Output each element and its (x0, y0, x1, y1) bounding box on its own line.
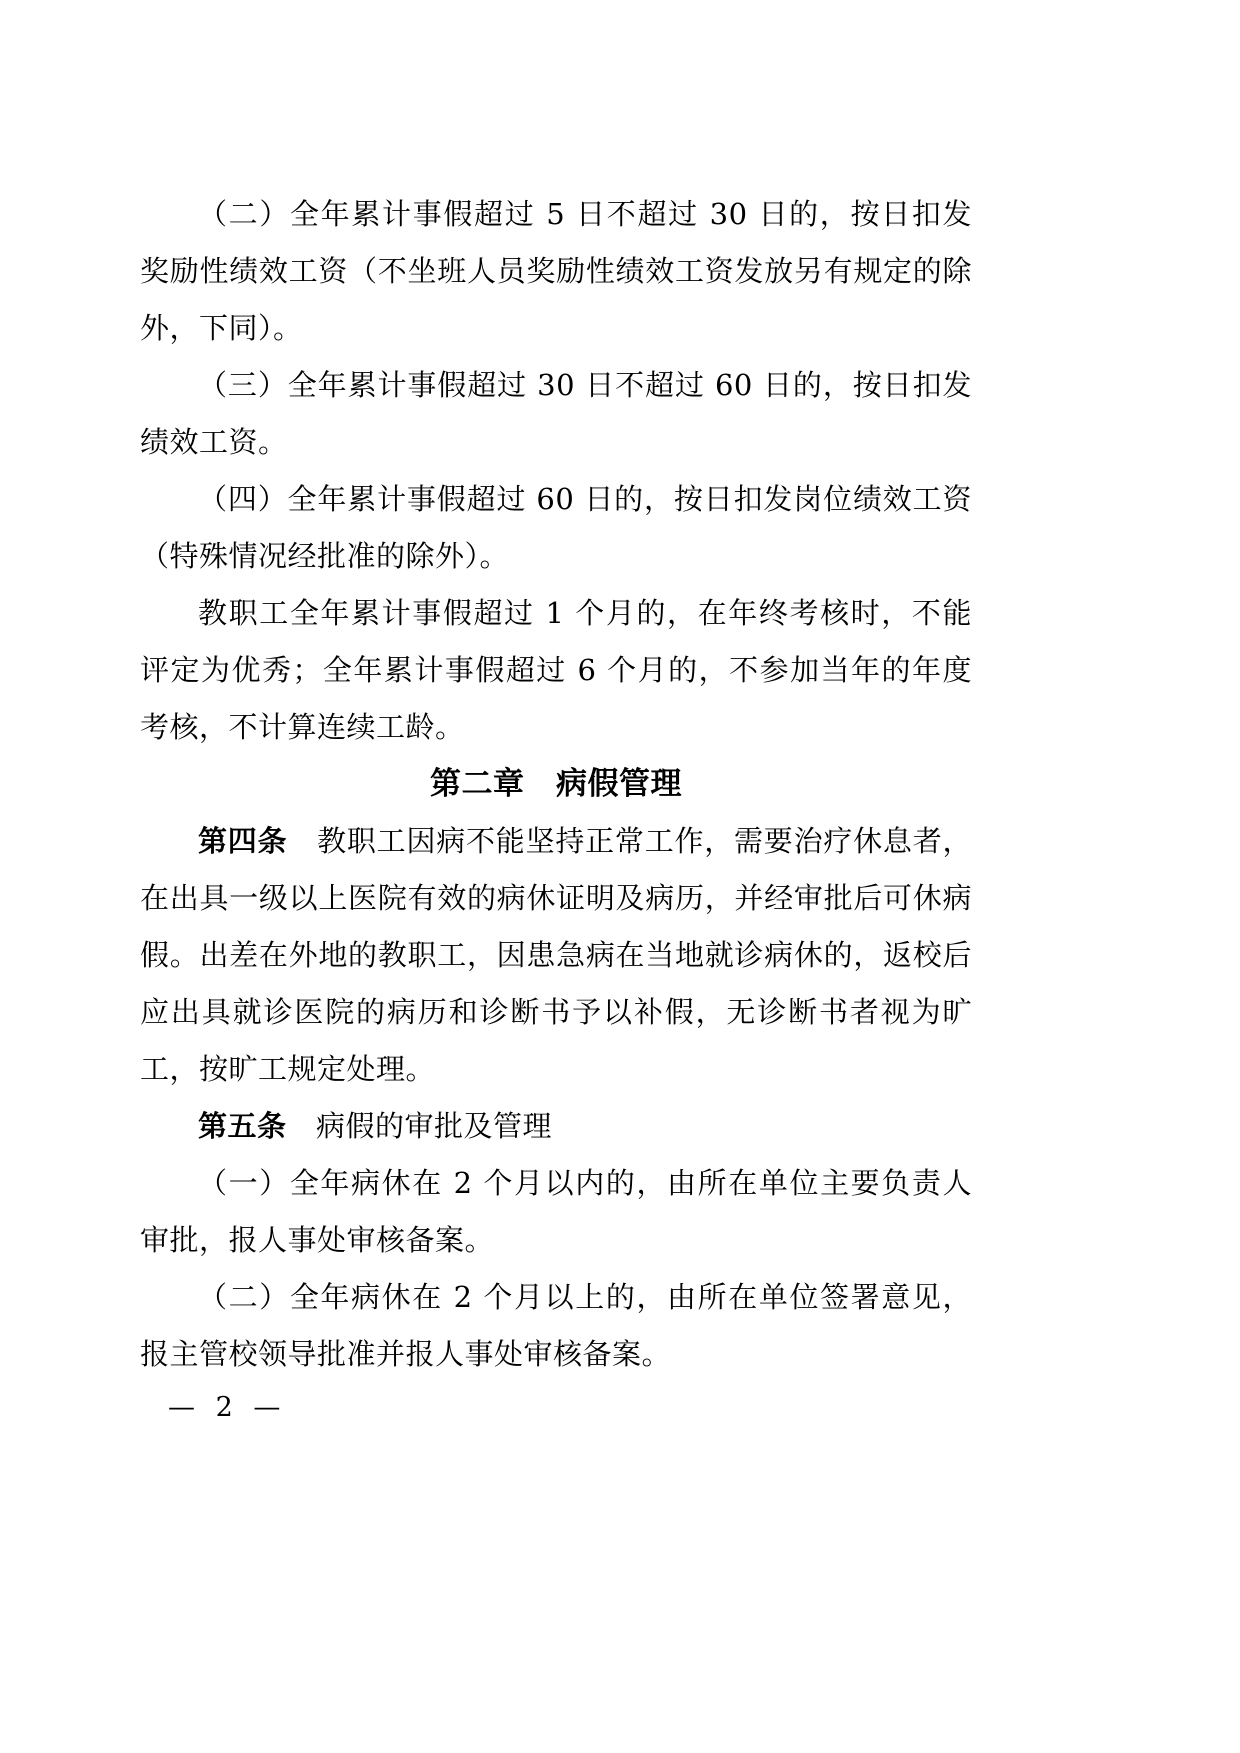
paragraph (140, 1269, 972, 1383)
bold-text-run: 第二章 病假管理 (430, 766, 682, 802)
page-number: — 2 — (168, 1392, 287, 1423)
paragraph (140, 357, 972, 471)
bold-text-run: 第四条 (198, 824, 288, 858)
text-run: （二）全年累计事假超过 5 日不超过 30 日的，按日扣发奖励性绩效工资（不坐班人员奖励性绩效工资发放另有规定的除外，下同）。 (140, 197, 972, 345)
text-run: （二）全年病休在 2 个月以上的，由所在单位签署意见，报主管校领导批准并报人事处审核备案。 (140, 1280, 972, 1371)
bold-text-run: 第五条 (198, 1109, 287, 1143)
text-run: 病假的审批及管理 (286, 1109, 553, 1143)
chapter-heading (140, 756, 972, 813)
paragraph (140, 585, 972, 756)
text-run: （三）全年累计事假超过 30 日不超过 60 日的，按日扣发绩效工资。 (140, 368, 972, 459)
document-body (140, 186, 972, 1383)
text-run: 教职工因病不能坚持正常工作，需要治疗休息者，在出具一级以上医院有效的病休证明及病历，并经审批后可休病假。出差在外地的教职工，因患急病在当地就诊病休的，返校后应出具就诊医院的病历和诊断书予以补假，无诊断书者视为旷工，按旷工规定处理。 (140, 824, 972, 1086)
paragraph (140, 1155, 972, 1269)
paragraph (140, 813, 972, 1098)
text-run: （四）全年累计事假超过 60 日的，按日扣发岗位绩效工资（特殊情况经批准的除外）。 (140, 482, 972, 573)
paragraph (140, 471, 972, 585)
paragraph (140, 1098, 972, 1155)
text-run: （一）全年病休在 2 个月以内的，由所在单位主要负责人审批，报人事处审核备案。 (140, 1166, 972, 1257)
paragraph (140, 186, 972, 357)
text-run: 教职工全年累计事假超过 1 个月的，在年终考核时，不能评定为优秀；全年累计事假超过 6 个月的，不参加当年的年度考核，不计算连续工龄。 (140, 596, 972, 744)
